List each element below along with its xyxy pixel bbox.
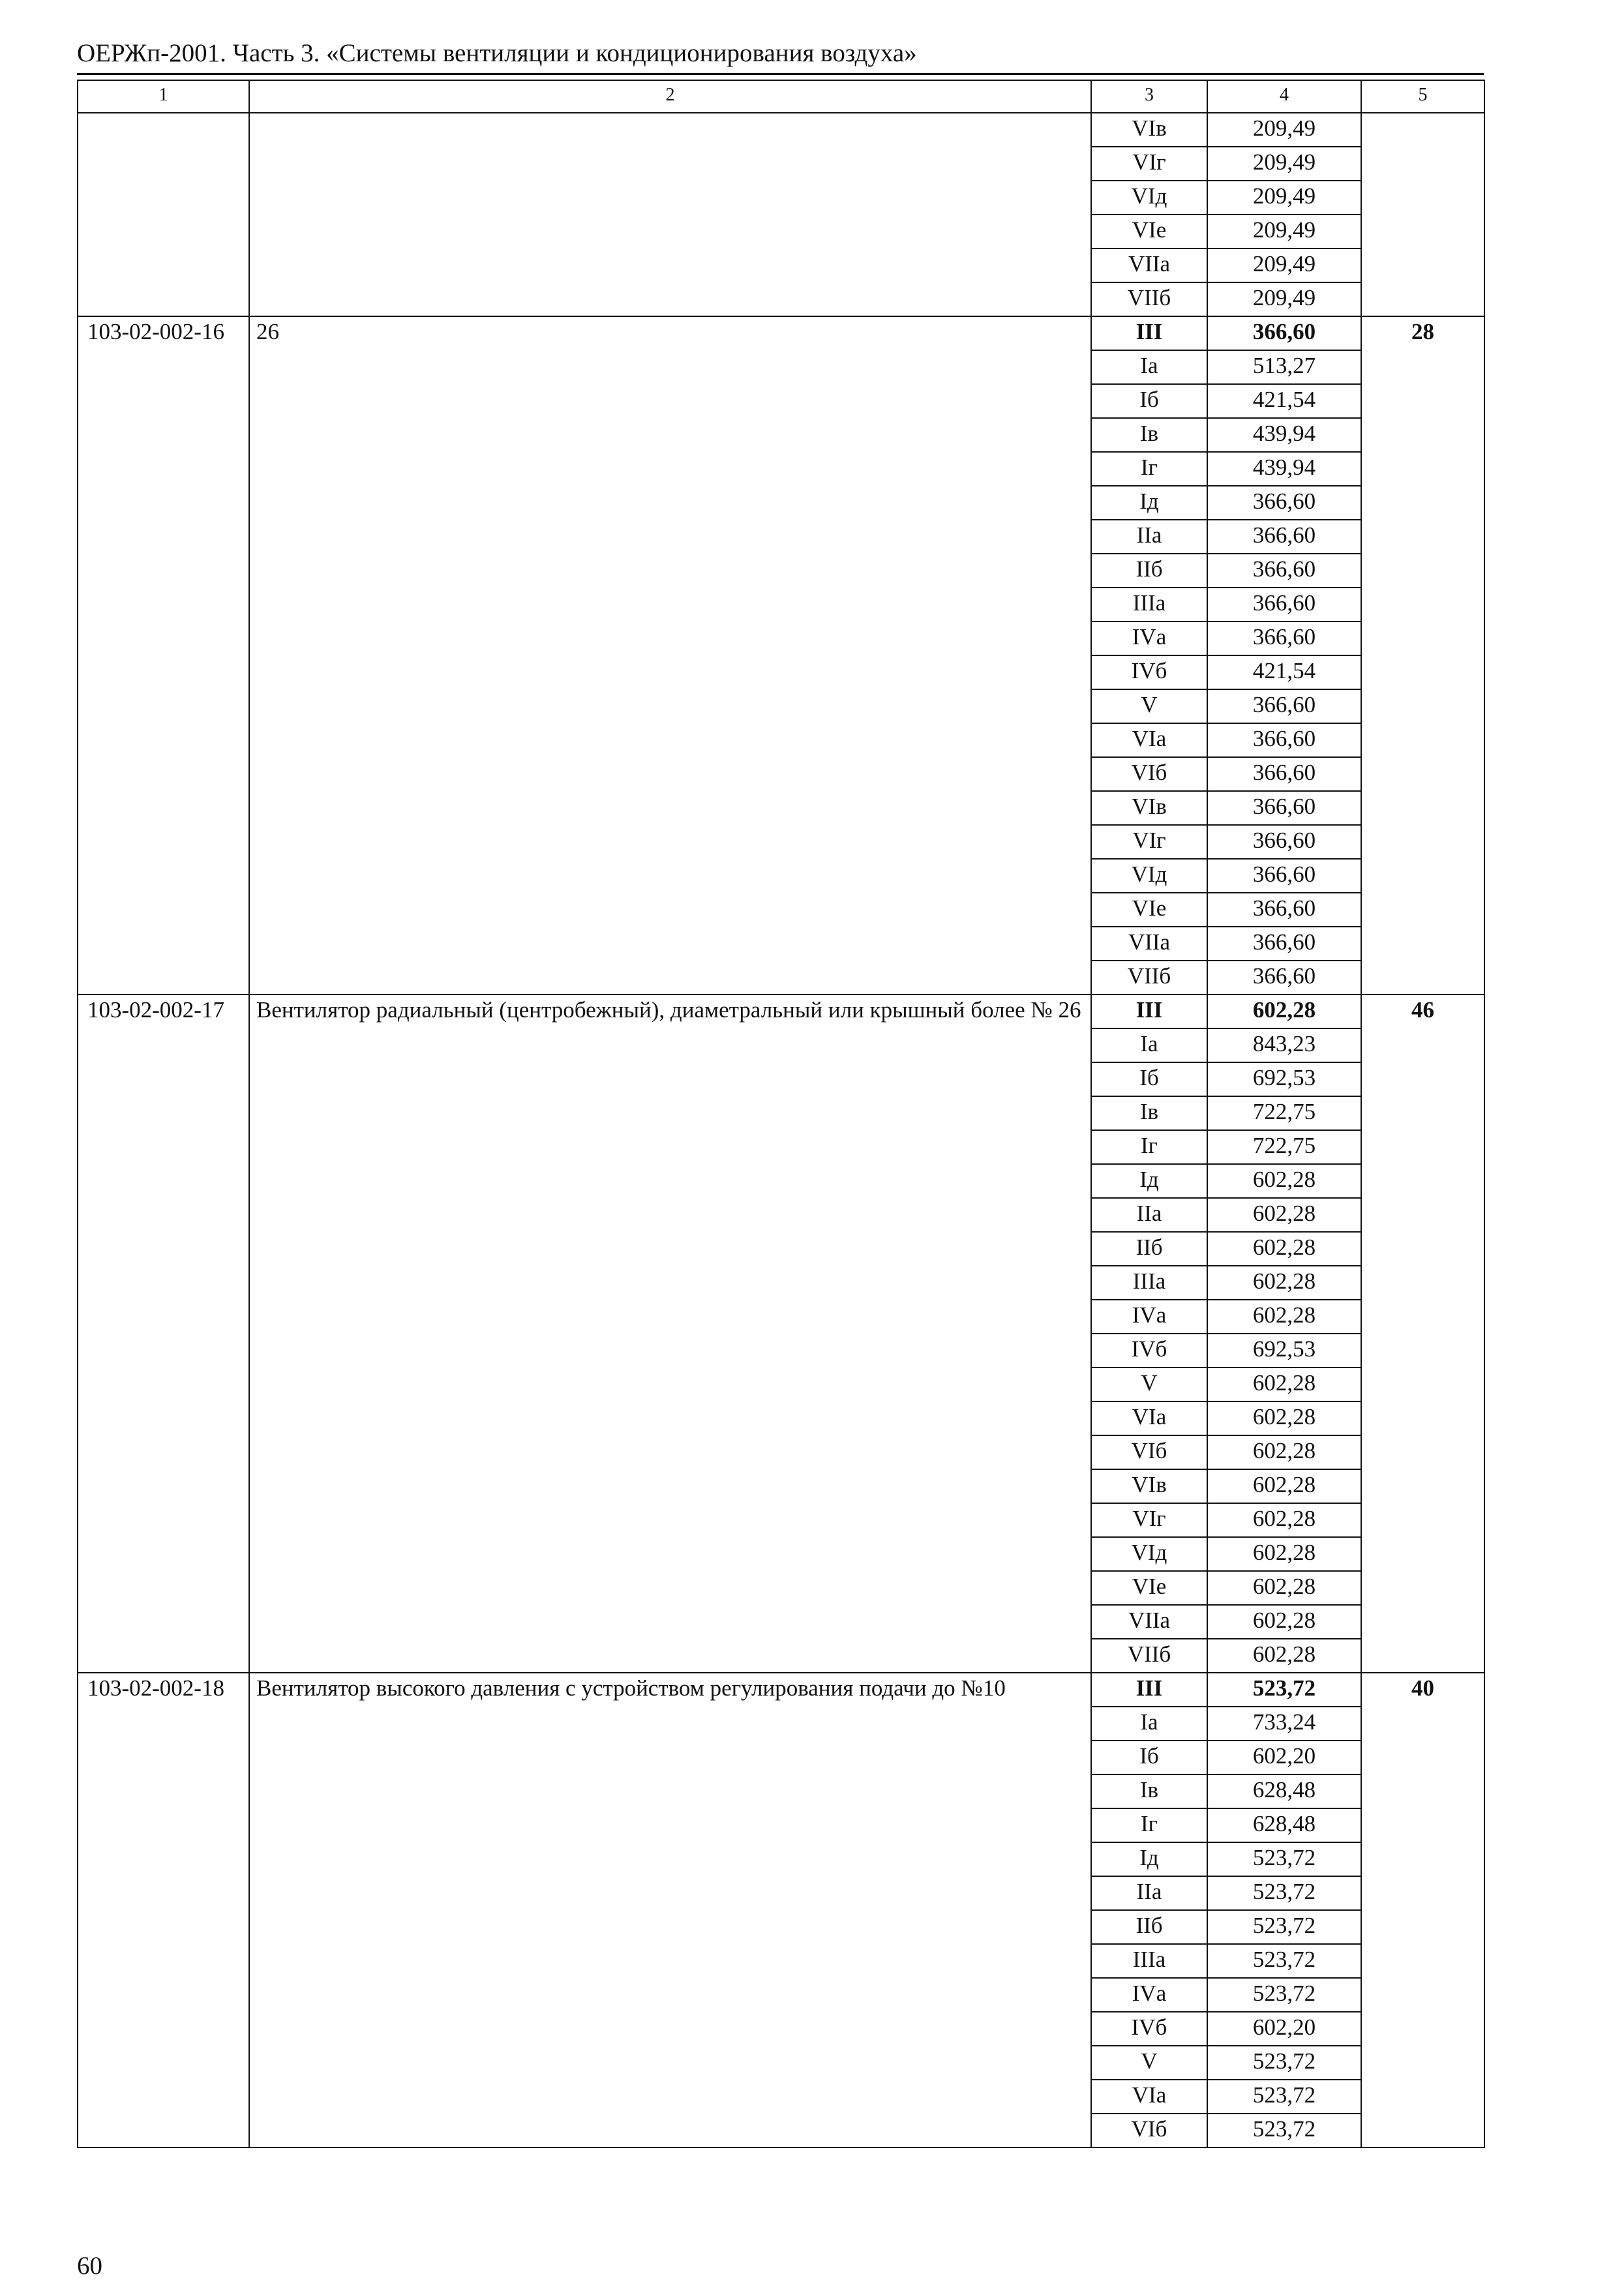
region-class-cell: VIб	[1091, 757, 1207, 791]
rate-value-cell: 602,28	[1207, 1571, 1361, 1605]
region-class-cell: VIе	[1091, 215, 1207, 248]
region-class-cell: Iд	[1091, 1164, 1207, 1198]
rate-value-cell: 421,54	[1207, 655, 1361, 689]
region-class-cell: IIа	[1091, 1198, 1207, 1232]
region-class-cell: IIIа	[1091, 1266, 1207, 1300]
rate-value-cell: 628,48	[1207, 1808, 1361, 1842]
region-class-cell: VIIб	[1091, 961, 1207, 995]
region-class-cell: III	[1091, 1673, 1207, 1707]
region-class-cell: VIб	[1091, 2114, 1207, 2147]
table-row	[78, 316, 1484, 350]
region-class-cell: IIб	[1091, 1910, 1207, 1944]
region-class-cell: III	[1091, 995, 1207, 1028]
rate-value-cell: 692,53	[1207, 1062, 1361, 1096]
region-class-cell: VIв	[1091, 791, 1207, 825]
region-class-cell: Iг	[1091, 1808, 1207, 1842]
rate-value-cell: 366,60	[1207, 723, 1361, 757]
rate-value-cell: 421,54	[1207, 384, 1361, 418]
count-cell: 40	[1361, 1673, 1484, 2147]
region-class-cell: VIа	[1091, 723, 1207, 757]
region-class-cell: VIIа	[1091, 927, 1207, 961]
rate-value-cell: 523,72	[1207, 1944, 1361, 1978]
region-class-cell: VIб	[1091, 1435, 1207, 1469]
rate-value-cell: 722,75	[1207, 1130, 1361, 1164]
rate-value-cell: 523,72	[1207, 2080, 1361, 2114]
rate-value-cell: 523,72	[1207, 1876, 1361, 1910]
rate-value-cell: 209,49	[1207, 147, 1361, 181]
rate-value-cell: 602,28	[1207, 1639, 1361, 1673]
region-class-cell: VIд	[1091, 181, 1207, 215]
column-number: 4	[1207, 80, 1361, 113]
rate-value-cell: 602,28	[1207, 1266, 1361, 1300]
region-class-cell: VIе	[1091, 893, 1207, 927]
region-class-cell: VIа	[1091, 2080, 1207, 2114]
description-cell: Вентилятор радиальный (центробежный), диаметральный или крышный более № 26	[249, 995, 1091, 1673]
rate-value-cell: 366,60	[1207, 588, 1361, 621]
region-class-cell: Iа	[1091, 350, 1207, 384]
rate-value-cell: 366,60	[1207, 757, 1361, 791]
rate-value-cell: 209,49	[1207, 113, 1361, 147]
region-class-cell: Iв	[1091, 1774, 1207, 1808]
region-class-cell: VIIб	[1091, 282, 1207, 316]
column-number-row	[78, 80, 1484, 113]
rate-value-cell: 366,60	[1207, 825, 1361, 859]
rate-value-cell: 366,60	[1207, 486, 1361, 520]
column-number: 3	[1091, 80, 1207, 113]
rate-value-cell: 209,49	[1207, 181, 1361, 215]
region-class-cell: Iд	[1091, 486, 1207, 520]
rate-value-cell: 602,28	[1207, 1401, 1361, 1435]
rate-value-cell: 209,49	[1207, 215, 1361, 248]
region-class-cell: Iб	[1091, 1062, 1207, 1096]
region-class-cell: IIб	[1091, 1232, 1207, 1266]
rate-value-cell: 602,28	[1207, 1503, 1361, 1537]
region-class-cell: VIг	[1091, 825, 1207, 859]
region-class-cell: IVб	[1091, 2012, 1207, 2046]
rate-value-cell: 366,60	[1207, 621, 1361, 655]
column-number: 2	[249, 80, 1091, 113]
rate-value-cell: 513,27	[1207, 350, 1361, 384]
code-cell	[78, 113, 249, 316]
code-cell: 103-02-002-16	[78, 316, 249, 995]
region-class-cell: VIг	[1091, 1503, 1207, 1537]
description-cell: Вентилятор высокого давления с устройством регулирования подачи до №10	[249, 1673, 1091, 2147]
region-class-cell: IVа	[1091, 1300, 1207, 1334]
region-class-cell: IIб	[1091, 554, 1207, 588]
page-header-title: ОЕРЖп-2001. Часть 3. «Системы вентиляции и кондиционирования воздуха»	[77, 39, 917, 67]
rate-value-cell: 602,28	[1207, 1469, 1361, 1503]
table-row	[78, 1673, 1484, 1707]
rate-value-cell: 602,28	[1207, 1537, 1361, 1571]
rate-value-cell: 366,60	[1207, 961, 1361, 995]
region-class-cell: Iг	[1091, 452, 1207, 486]
rate-value-cell: 439,94	[1207, 452, 1361, 486]
region-class-cell: IVа	[1091, 1978, 1207, 2012]
region-class-cell: Iа	[1091, 1707, 1207, 1741]
rate-value-cell: 366,60	[1207, 316, 1361, 350]
rate-value-cell: 602,20	[1207, 1741, 1361, 1774]
table-row	[78, 113, 1484, 147]
rate-value-cell: 366,60	[1207, 927, 1361, 961]
rate-value-cell: 523,72	[1207, 1978, 1361, 2012]
rate-value-cell: 366,60	[1207, 893, 1361, 927]
column-number: 5	[1361, 80, 1484, 113]
region-class-cell: VIе	[1091, 1571, 1207, 1605]
rate-value-cell: 366,60	[1207, 791, 1361, 825]
rate-value-cell: 602,28	[1207, 1605, 1361, 1639]
region-class-cell: Iв	[1091, 418, 1207, 452]
rate-value-cell: 523,72	[1207, 1910, 1361, 1944]
region-class-cell: III	[1091, 316, 1207, 350]
rate-value-cell: 628,48	[1207, 1774, 1361, 1808]
region-class-cell: VIд	[1091, 859, 1207, 893]
region-class-cell: VIг	[1091, 147, 1207, 181]
table-row	[78, 995, 1484, 1028]
rate-value-cell: 439,94	[1207, 418, 1361, 452]
rate-value-cell: 366,60	[1207, 520, 1361, 554]
region-class-cell: Iа	[1091, 1028, 1207, 1062]
region-class-cell: IVа	[1091, 621, 1207, 655]
rate-value-cell: 602,28	[1207, 1300, 1361, 1334]
rate-value-cell: 366,60	[1207, 554, 1361, 588]
rate-value-cell: 722,75	[1207, 1096, 1361, 1130]
description-cell: 26	[249, 316, 1091, 995]
region-class-cell: VIв	[1091, 1469, 1207, 1503]
description-cell	[249, 113, 1091, 316]
rate-value-cell: 366,60	[1207, 689, 1361, 723]
rate-value-cell: 602,28	[1207, 995, 1361, 1028]
rate-value-cell: 692,53	[1207, 1334, 1361, 1368]
region-class-cell: IIIа	[1091, 588, 1207, 621]
code-cell: 103-02-002-17	[78, 995, 249, 1673]
region-class-cell: Iб	[1091, 1741, 1207, 1774]
rate-value-cell: 602,20	[1207, 2012, 1361, 2046]
rates-table	[77, 80, 1485, 2148]
rate-value-cell: 602,28	[1207, 1368, 1361, 1401]
rate-value-cell: 733,24	[1207, 1707, 1361, 1741]
rate-value-cell: 209,49	[1207, 282, 1361, 316]
region-class-cell: Iб	[1091, 384, 1207, 418]
count-cell	[1361, 113, 1484, 316]
code-cell: 103-02-002-18	[78, 1673, 249, 2147]
region-class-cell: VIв	[1091, 113, 1207, 147]
rate-value-cell: 843,23	[1207, 1028, 1361, 1062]
region-class-cell: VIд	[1091, 1537, 1207, 1571]
rate-value-cell: 209,49	[1207, 248, 1361, 282]
region-class-cell: IIа	[1091, 1876, 1207, 1910]
rate-value-cell: 523,72	[1207, 1673, 1361, 1707]
count-cell: 28	[1361, 316, 1484, 995]
region-class-cell: IVб	[1091, 655, 1207, 689]
region-class-cell: VIIа	[1091, 248, 1207, 282]
rate-value-cell: 602,28	[1207, 1198, 1361, 1232]
rates-table-body	[78, 80, 1484, 2147]
region-class-cell: Iв	[1091, 1096, 1207, 1130]
region-class-cell: V	[1091, 689, 1207, 723]
header-rule	[77, 73, 1484, 75]
region-class-cell: VIIб	[1091, 1639, 1207, 1673]
region-class-cell: IIа	[1091, 520, 1207, 554]
rate-value-cell: 602,28	[1207, 1232, 1361, 1266]
rate-value-cell: 366,60	[1207, 859, 1361, 893]
region-class-cell: Iд	[1091, 1842, 1207, 1876]
column-number: 1	[78, 80, 249, 113]
region-class-cell: Iг	[1091, 1130, 1207, 1164]
rate-value-cell: 602,28	[1207, 1164, 1361, 1198]
rate-value-cell: 602,28	[1207, 1435, 1361, 1469]
region-class-cell: IIIа	[1091, 1944, 1207, 1978]
rate-value-cell: 523,72	[1207, 1842, 1361, 1876]
region-class-cell: VIIа	[1091, 1605, 1207, 1639]
rate-value-cell: 523,72	[1207, 2114, 1361, 2147]
region-class-cell: IVб	[1091, 1334, 1207, 1368]
count-cell: 46	[1361, 995, 1484, 1673]
region-class-cell: V	[1091, 2046, 1207, 2080]
rate-value-cell: 523,72	[1207, 2046, 1361, 2080]
page-number: 60	[77, 2252, 102, 2280]
region-class-cell: V	[1091, 1368, 1207, 1401]
region-class-cell: VIа	[1091, 1401, 1207, 1435]
